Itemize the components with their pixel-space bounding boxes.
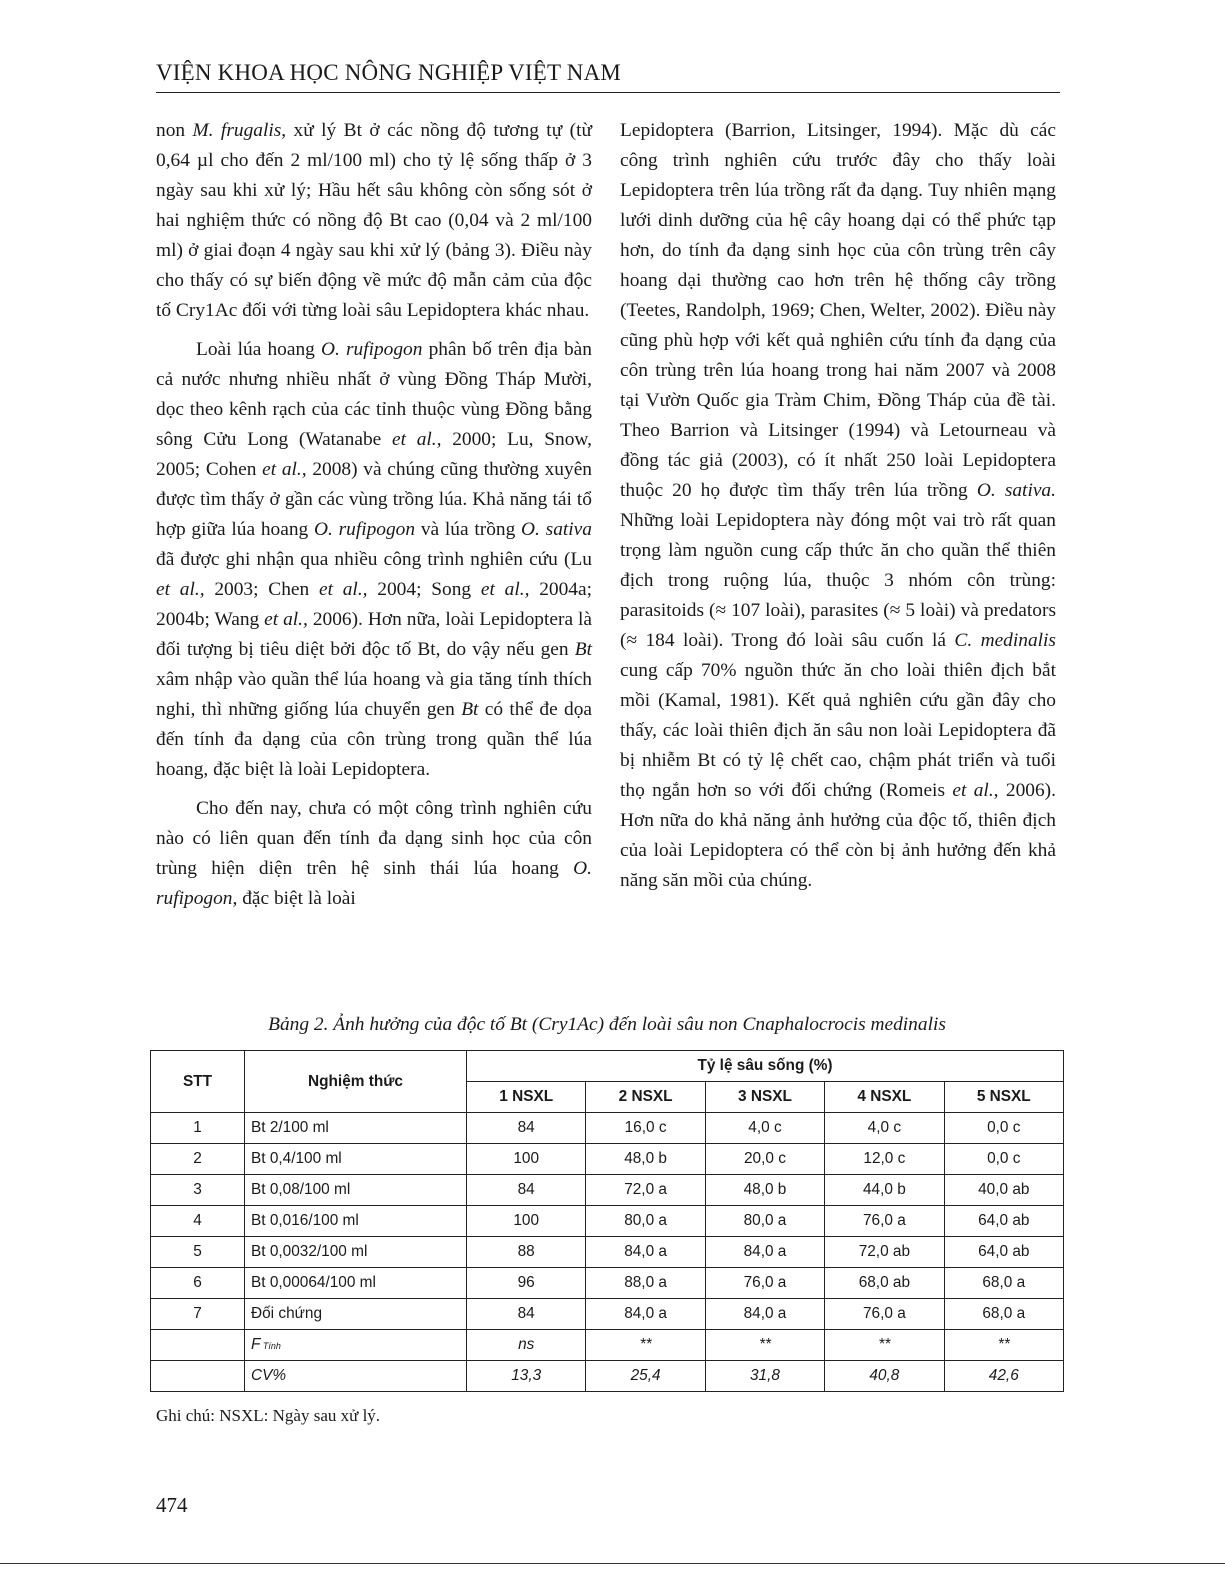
table-row	[151, 1299, 1064, 1330]
header-survival-rate: Tỷ lệ sâu sống (%)	[467, 1051, 1064, 1082]
cell-value: 76,0 a	[825, 1299, 944, 1330]
cell-stt: 1	[151, 1113, 245, 1144]
cell-value: 100	[467, 1206, 586, 1237]
cell-treatment: Bt 0,08/100 ml	[245, 1175, 467, 1206]
cell-value: 96	[467, 1268, 586, 1299]
cell-value: 84,0 a	[586, 1237, 705, 1268]
page-number: 474	[156, 1493, 188, 1517]
cell-treatment: Bt 2/100 ml	[245, 1113, 467, 1144]
cell-value: 76,0 a	[705, 1268, 824, 1299]
cell-f-value: **	[825, 1330, 944, 1361]
cell-value: 40,0 ab	[944, 1175, 1063, 1206]
cell-f-value: **	[705, 1330, 824, 1361]
header-rule	[156, 92, 1060, 93]
cell-value: 48,0 b	[586, 1144, 705, 1175]
cell-value: 88,0 a	[586, 1268, 705, 1299]
cell-value: 80,0 a	[586, 1206, 705, 1237]
cell-value: 84	[467, 1113, 586, 1144]
bottom-rule	[0, 1563, 1225, 1564]
table-row	[151, 1175, 1064, 1206]
cell-value: 44,0 b	[825, 1175, 944, 1206]
cell-value: 48,0 b	[705, 1175, 824, 1206]
cell-value: 12,0 c	[825, 1144, 944, 1175]
cell-treatment: Bt 0,0032/100 ml	[245, 1237, 467, 1268]
cell-value: 20,0 c	[705, 1144, 824, 1175]
cell-value: 72,0 a	[586, 1175, 705, 1206]
header-treatment: Nghiệm thức	[245, 1051, 467, 1113]
cell-cv-value: 25,4	[586, 1361, 705, 1392]
running-header: VIỆN KHOA HỌC NÔNG NGHIỆP VIỆT NAM	[156, 60, 622, 85]
cell-cv-value: 40,8	[825, 1361, 944, 1392]
cell-cv-value: 13,3	[467, 1361, 586, 1392]
right-paragraph-1: Lepidoptera (Barrion, Litsinger, 1994). Mặc dù các công trình nghiên cứu trước đây cho thấy loài Lepidoptera trên lúa trồng rất đa dạng. Tuy nhiên mạng lưới dinh dưỡng của hệ cây hoang dại có thể phức tạp hơn, do tính đa dạng sinh học của côn trùng trên cây hoang dại thường cao hơn trên hệ thống cây trồng (Teetes, Randolph, 1969; Chen, Welter, 2002). Điều này cũng phù hợp với kết quả nghiên cứu tính đa dạng của côn trùng trên lúa hoang trong hai năm 2007 và 2008 tại Vườn Quốc gia Tràm Chim, Đồng Tháp của đề tài. Theo Barrion và Litsinger (1994) và Letourneau và đồng tác giả (2003), có ít nhất 250 loài Lepidoptera thuộc 20 họ được tìm thấy trên lúa trồng O. sativa. Những loài Lepidoptera này đóng một vai trò rất quan trọng làm nguồn cung cấp thức ăn cho quần thể thiên địch trong ruộng lúa, thuộc 3 nhóm côn trùng: parasitoids (≈ 107 loài), parasites (≈ 5 loài) và predators (≈ 184 loài). Trong đó loài sâu cuốn lá C. medinalis cung cấp 70% nguồn thức ăn cho loài thiên địch bắt mồi (Kamal, 1981). Kết quả nghiên cứu gần đây cho thấy, các loài thiên địch ăn sâu non loài Lepidoptera đã bị nhiễm Bt có tỷ lệ chết cao, chậm phát triển và tuổi thọ ngắn hơn so với đối chứng (Romeis et al., 2006). Hơn nữa do khả năng ảnh hưởng của độc tố, thiên địch của loài Lepidoptera có thể còn bị ảnh hưởng đến khả năng săn mồi của chúng.	[620, 120, 1056, 891]
cell-stt: 4	[151, 1206, 245, 1237]
cell-f-label: F Tính	[245, 1330, 467, 1361]
cell-value: 4,0 c	[705, 1113, 824, 1144]
cell-value: 64,0 ab	[944, 1206, 1063, 1237]
table-row	[151, 1144, 1064, 1175]
cell-cv-value: 42,6	[944, 1361, 1063, 1392]
cell-value: 0,0 c	[944, 1113, 1063, 1144]
cell-value: 0,0 c	[944, 1144, 1063, 1175]
cell-stt: 6	[151, 1268, 245, 1299]
cell-value: 100	[467, 1144, 586, 1175]
cell-treatment: Bt 0,016/100 ml	[245, 1206, 467, 1237]
table-row	[151, 1268, 1064, 1299]
cell-treatment: Bt 0,4/100 ml	[245, 1144, 467, 1175]
cell-value: 68,0 a	[944, 1299, 1063, 1330]
header-day: 5 NSXL	[944, 1082, 1063, 1113]
cell-value: 68,0 a	[944, 1268, 1063, 1299]
right-column	[620, 116, 1056, 896]
table-body	[151, 1113, 1064, 1392]
table-note: Ghi chú: NSXL: Ngày sau xử lý.	[156, 1406, 381, 1425]
cell-f-value: **	[586, 1330, 705, 1361]
left-column	[156, 116, 592, 914]
cell-value: 72,0 ab	[825, 1237, 944, 1268]
cell-value: 84	[467, 1299, 586, 1330]
left-paragraph-1: non M. frugalis, xử lý Bt ở các nồng độ tương tự (từ 0,64 µl cho đến 2 ml/100 ml) cho tỷ lệ sống thấp ở 3 ngày sau khi xử lý; Hầu hết sâu không còn sống sót ở hai nghiệm thức có nồng độ Bt cao (0,04 và 2 ml/100 ml) ở giai đoạn 4 ngày sau khi xử lý (bảng 3). Điều này cho thấy có sự biến động về mức độ mẫn cảm của độc tố Cry1Ac đối với từng loài sâu Lepidoptera khác nhau.	[156, 120, 592, 321]
cell-value: 64,0 ab	[944, 1237, 1063, 1268]
cell-stt: 7	[151, 1299, 245, 1330]
cell-f-value: ns	[467, 1330, 586, 1361]
cell-stt	[151, 1330, 245, 1361]
cell-stt: 5	[151, 1237, 245, 1268]
cell-stt	[151, 1361, 245, 1392]
table-row	[151, 1113, 1064, 1144]
table-row-f	[151, 1330, 1064, 1361]
left-paragraph-2: Loài lúa hoang O. rufipogon phân bố trên địa bàn cả nước nhưng nhiều nhất ở vùng Đồng Tháp Mười, dọc theo kênh rạch của các tỉnh thuộc vùng Đồng bằng sông Cửu Long (Watanabe et al., 2000; Lu, Snow, 2005; Cohen et al., 2008) và chúng cũng thường xuyên được tìm thấy ở gần các vùng trồng lúa. Khả năng tái tổ hợp giữa lúa hoang O. rufipogon và lúa trồng O. sativa đã được ghi nhận qua nhiều công trình nghiên cứu (Lu et al., 2003; Chen et al., 2004; Song et al., 2004a; 2004b; Wang et al., 2006). Hơn nữa, loài Lepidoptera là đối tượng bị tiêu diệt bởi độc tố Bt, do vậy nếu gen Bt xâm nhập vào quần thể lúa hoang và gia tăng tính thích nghi, thì những giống lúa chuyển gen Bt có thể đe dọa đến tính đa dạng của côn trùng trong quần thể lúa hoang, đặc biệt là loài Lepidoptera.	[156, 339, 592, 780]
cell-value: 76,0 a	[825, 1206, 944, 1237]
cell-value: 80,0 a	[705, 1206, 824, 1237]
table-row-cv	[151, 1361, 1064, 1392]
cell-value: 68,0 ab	[825, 1268, 944, 1299]
cell-f-value: **	[944, 1330, 1063, 1361]
table-row	[151, 1206, 1064, 1237]
cell-value: 16,0 c	[586, 1113, 705, 1144]
table-caption: Bảng 2. Ảnh hưởng của độc tố Bt (Cry1Ac) đến loài sâu non Cnaphalocrocis medinalis	[268, 1014, 946, 1035]
cell-value: 84	[467, 1175, 586, 1206]
left-paragraph-3: Cho đến nay, chưa có một công trình nghiên cứu nào có liên quan đến tính đa dạng sinh học của côn trùng hiện diện trên hệ sinh thái lúa hoang O. rufipogon, đặc biệt là loài	[156, 798, 592, 909]
cell-value: 84,0 a	[705, 1299, 824, 1330]
table-row	[151, 1237, 1064, 1268]
cell-value: 84,0 a	[705, 1237, 824, 1268]
header-stt: STT	[151, 1051, 245, 1113]
survival-table	[150, 1050, 1064, 1392]
header-day: 2 NSXL	[586, 1082, 705, 1113]
cell-cv-label: CV%	[245, 1361, 467, 1392]
header-day: 4 NSXL	[825, 1082, 944, 1113]
header-day: 3 NSXL	[705, 1082, 824, 1113]
cell-value: 84,0 a	[586, 1299, 705, 1330]
cell-treatment: Bt 0,00064/100 ml	[245, 1268, 467, 1299]
cell-cv-value: 31,8	[705, 1361, 824, 1392]
cell-stt: 2	[151, 1144, 245, 1175]
header-day: 1 NSXL	[467, 1082, 586, 1113]
cell-stt: 3	[151, 1175, 245, 1206]
cell-value: 4,0 c	[825, 1113, 944, 1144]
cell-value: 88	[467, 1237, 586, 1268]
cell-treatment: Đối chứng	[245, 1299, 467, 1330]
